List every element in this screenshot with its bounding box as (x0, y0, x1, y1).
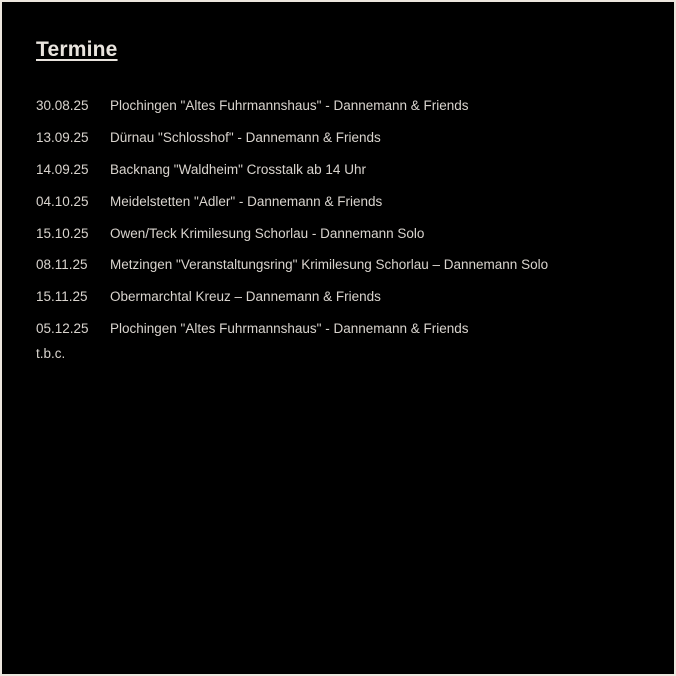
event-row (36, 217, 548, 249)
event-description: Owen/Teck Krimilesung Schorlau - Dannemann Solo (110, 225, 425, 241)
event-description: Meidelstetten "Adler" - Dannemann & Friends (110, 193, 383, 209)
event-description: Dürnau "Schlosshof" - Dannemann & Friends (110, 130, 381, 146)
event-row (36, 154, 548, 186)
event-date: 04.10.25 (36, 193, 89, 209)
event-row (36, 313, 548, 345)
event-row (36, 249, 548, 281)
event-description: Backnang "Waldheim" Crosstalk ab 14 Uhr (110, 161, 366, 177)
event-date: 13.09.25 (36, 130, 89, 146)
event-description: Plochingen "Altes Fuhrmannshaus" - Dannemann & Friends (110, 320, 469, 336)
event-row (36, 185, 548, 217)
event-date: 14.09.25 (36, 161, 89, 177)
event-date: 30.08.25 (36, 98, 89, 114)
event-row (36, 90, 548, 122)
event-date: 08.11.25 (36, 257, 88, 273)
events-panel (2, 2, 674, 674)
event-date: 15.10.25 (36, 225, 89, 241)
event-description: Obermarchtal Kreuz – Dannemann & Friends (110, 289, 381, 305)
tbc-note: t.b.c. (36, 346, 66, 361)
event-description: Plochingen "Altes Fuhrmannshaus" - Dannemann & Friends (110, 98, 469, 114)
page-title: Termine (36, 38, 118, 61)
event-date: 05.12.25 (36, 320, 89, 336)
event-description: Metzingen "Veranstaltungsring" Krimilesung Schorlau – Dannemann Solo (110, 257, 549, 273)
event-row (36, 281, 548, 313)
event-row (36, 122, 548, 154)
event-date: 15.11.25 (36, 289, 88, 305)
event-list (36, 90, 548, 344)
